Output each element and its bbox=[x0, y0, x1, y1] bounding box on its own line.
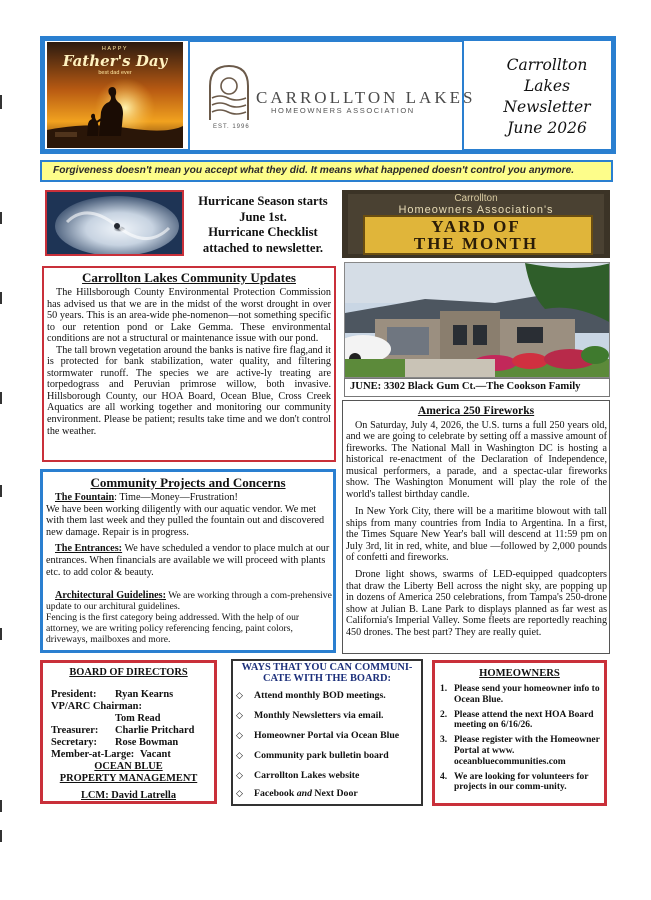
yard-of-month-caption: JUNE: 3302 Black Gum Ct.—The Cookson Family bbox=[344, 378, 610, 397]
sign-line-4: THE MONTH bbox=[413, 234, 539, 253]
title-line-2: Lakes bbox=[523, 77, 571, 95]
title-line-4: June 2026 bbox=[507, 119, 587, 137]
community-updates-title: Carrollton Lakes Community Updates bbox=[82, 270, 296, 285]
homeowners-item: 2. Please attend the next HOA Board meeting on 6/16/26. bbox=[440, 709, 594, 731]
scan-mark bbox=[0, 292, 2, 304]
fd-small-top: HAPPY bbox=[101, 46, 129, 52]
homeowners-item: 3. Please register with the Homeowner Portal at www. oceanbluecommunities.com bbox=[440, 735, 600, 767]
community-updates-body bbox=[47, 287, 331, 437]
property-management-line-2: PROPERTY MANAGEMENT bbox=[59, 773, 198, 784]
community-projects-title: Community Projects and Concerns bbox=[90, 475, 286, 490]
president-name: Ryan Kearns bbox=[115, 689, 174, 700]
logo-est: EST. 1996 bbox=[213, 124, 250, 130]
board-title: BOARD OF DIRECTORS bbox=[69, 667, 188, 678]
communicate-item: ◇ Monthly Newsletters via email. bbox=[236, 710, 384, 721]
treasurer-name: Charlie Pritchard bbox=[115, 725, 195, 736]
fountain-lead: : Time—Money—Frustration! bbox=[114, 492, 238, 503]
title-line-3: Newsletter bbox=[503, 98, 591, 116]
fathers-day-image bbox=[47, 42, 183, 148]
secretary-name: Rose Bowman bbox=[115, 737, 179, 748]
hurricane-line: June 1st. bbox=[239, 209, 287, 224]
member-at-large-label: Member-at-Large: bbox=[51, 749, 135, 760]
hurricane-notice bbox=[190, 194, 336, 256]
arch-body-2: Fencing is the first category being addressed. With the help of our attorney, we are writing policy referencing fencing, paint colors, driveways, mailboxes and more. bbox=[46, 612, 300, 646]
homeowners-list bbox=[440, 684, 600, 797]
scan-mark bbox=[0, 485, 2, 497]
property-management-line-1: OCEAN BLUE bbox=[94, 761, 163, 772]
hurricane-image bbox=[45, 190, 184, 256]
entrances-body: We have scheduled a vendor to place mulch at our entrances. When financials are available we will proceed with plants etc. to add color & beauty. bbox=[46, 543, 330, 578]
hoa-logo-icon bbox=[206, 64, 252, 122]
updates-paragraph: The tall brown vegetation around the banks is native fire flag,and it is protected for bank stabilization, water quality, and filtering stormwater runoff. The species we are active-ly treating are torpedograss and Peruvian primrose willow, both invasive. Hillsborough County, our HOA Board, Ocean Blue, Cross Creek Aquatics are all working together and monitoring our community environment. Please be patient; results take time and we don't control the weather. bbox=[47, 344, 331, 437]
treasurer-label: Treasurer: bbox=[51, 725, 99, 736]
communicate-item: ◇ Homeowner Portal via Ocean Blue bbox=[236, 730, 400, 741]
communicate-item: ◇ Community park bulletin board bbox=[236, 750, 389, 761]
hurricane-satellite-icon bbox=[47, 192, 182, 254]
diamond-bullet-icon: ◇ bbox=[236, 691, 243, 701]
scan-mark bbox=[0, 392, 2, 404]
scan-mark bbox=[0, 212, 2, 224]
hurricane-line: Hurricane Season starts bbox=[198, 194, 328, 208]
diamond-bullet-icon: ◇ bbox=[236, 711, 243, 721]
secretary-label: Secretary: bbox=[51, 737, 97, 748]
newsletter-title bbox=[482, 40, 612, 152]
fountain-label: The Fountain bbox=[55, 492, 115, 503]
america-paragraph: Drone light shows, swarms of LED-equipped quadcopters that draw the Liberty Bell across the night sky, are popping up in dozens of America 250 celebrations, from Tampa's 250-drone show at Julian B. Lane Park to displays planned as far west as California's Imperial Valley. Some fleets are reportedly reaching 450 drones. The best part? They are really quiet. bbox=[346, 569, 607, 638]
communicate-title-line-1: WAYS THAT YOU CAN COMMUNI- bbox=[241, 662, 413, 673]
updates-paragraph: The Hillsborough County Environmental Protection Commission has advised us that we are in the midst of the worst drought in over 50 years. This is an area-wide phe-nomenon—not something specific to our retention pond or Lake Gemma. These environmental conditions are not a structural or maintenance issue with our pond. bbox=[47, 287, 331, 345]
vp-name: Tom Read bbox=[115, 713, 161, 724]
communicate-title-line-2: CATE WITH THE BOARD: bbox=[263, 673, 391, 684]
homeowners-item: 4. We are looking for volunteers for projects in our comm-unity. bbox=[440, 771, 589, 793]
sign-line-2: Homeowners Association's bbox=[398, 204, 554, 216]
scan-mark bbox=[0, 830, 2, 842]
house-photo bbox=[344, 262, 610, 378]
hurricane-line: attached to newsletter. bbox=[202, 240, 324, 255]
fountain-body: We have been working diligently with our aquatic vendor. We met with them last week and they pulled the fountain out and discovered new damage. Repair is in progress. bbox=[46, 503, 325, 538]
title-line-1: Carrollton bbox=[506, 56, 588, 74]
arch-label: Architectural Guidelines: bbox=[55, 590, 167, 602]
sign-line-3: YARD OF bbox=[431, 217, 521, 236]
america-250-title: America 250 Fireworks bbox=[417, 404, 535, 417]
america-paragraph: In New York City, there will be a maritime blowout with tall ships from many countries from India to Argentina. In a first, the Times Square New Year's ball will descend at 11:59 pm on July 3rd, lit in red, white, and blue —followed by 2,000 pounds of confetti and fireworks. bbox=[346, 506, 607, 563]
scan-mark bbox=[0, 95, 2, 109]
community-projects-body bbox=[46, 492, 332, 645]
hurricane-line: Hurricane Checklist bbox=[208, 225, 318, 239]
sign-line-1: Carrollton bbox=[454, 193, 498, 204]
communicate-item: ◇ Facebook and Next Door bbox=[236, 788, 358, 799]
quote-banner: Forgiveness doesn't mean you accept what they did. It means what happened doesn't control you anymore. bbox=[40, 160, 613, 182]
fd-script-title: Father's Day bbox=[62, 52, 168, 70]
communicate-item: ◇ Carrollton Lakes website bbox=[236, 770, 360, 781]
member-at-large-name: Vacant bbox=[140, 749, 171, 760]
scan-mark bbox=[0, 800, 2, 812]
america-paragraph: On Saturday, July 4, 2026, the U.S. turns a full 250 years old, and we are going to celebrate by setting off a massive amount of fireworks. The National Mall in Washington DC is hosting a historical re-enactment of the Declaration of Independence, musical performers, a parade, and a spectac-ular fireworks show. The Washington Monument will play the role of the world's tallest birthday candle. bbox=[346, 420, 607, 500]
president-label: President: bbox=[51, 689, 97, 700]
homeowners-title: HOMEOWNERS bbox=[479, 668, 560, 679]
logo-subtitle: HOMEOWNERS ASSOCIATION bbox=[271, 106, 415, 115]
diamond-bullet-icon: ◇ bbox=[236, 731, 243, 741]
america-250-body bbox=[346, 420, 607, 644]
lcm-name: LCM: David Latrella bbox=[80, 790, 177, 801]
diamond-bullet-icon: ◇ bbox=[236, 771, 243, 781]
diamond-bullet-icon: ◇ bbox=[236, 751, 243, 761]
communicate-item: ◇ Attend monthly BOD meetings. bbox=[236, 690, 386, 701]
diamond-bullet-icon: ◇ bbox=[236, 789, 243, 799]
yard-of-month-sign bbox=[342, 190, 610, 258]
scan-mark bbox=[0, 628, 2, 640]
logo-name: CARROLLTON LAKES bbox=[256, 88, 476, 107]
fd-small-sub: best dad ever bbox=[98, 70, 132, 76]
communicate-title bbox=[236, 662, 418, 684]
entrances-label: The Entrances: bbox=[55, 543, 123, 555]
homeowners-item: 1. Please send your homeowner info to Ocean Blue. bbox=[440, 684, 600, 705]
house-photo-illustration bbox=[345, 263, 610, 378]
vp-label: VP/ARC Chairman: bbox=[51, 701, 142, 712]
arch-body-1: We are working through a com-prehensive update to our architural guidelines. bbox=[46, 590, 332, 613]
